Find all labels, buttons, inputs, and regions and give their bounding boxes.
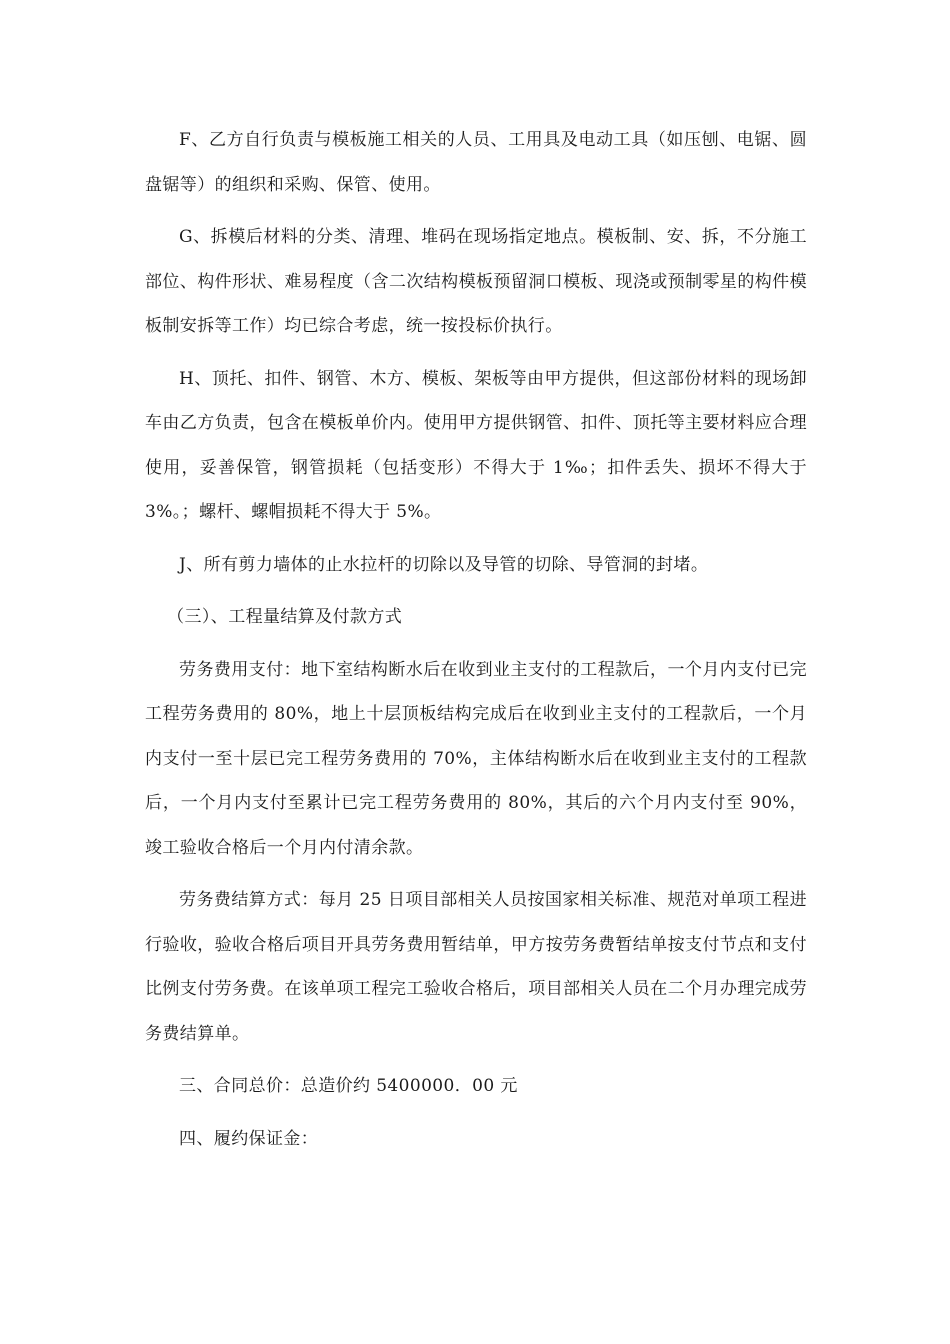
section-three-heading: （三）、工程量结算及付款方式 [167, 607, 403, 627]
contract-total-price-heading: 三、合同总价：总造价约 5400000．00 元 [179, 1076, 518, 1096]
performance-bond-heading: 四、履约保证金： [179, 1128, 319, 1149]
clause-f-paragraph: F、乙方自行负责与模板施工相关的人员、工用具及电动工具（如压刨、电锯、圆盘锯等）的组织和采购、保管、使用。 [145, 130, 807, 195]
clause-h-paragraph: H、顶托、扣件、钢管、木方、模板、架板等由甲方提供，但这部份材料的现场卸车由乙方负责，包含在模板单价内。使用甲方提供钢管、扣件、顶托等主要材料应合理使用，妥善保管，钢管损耗（包括变形）不得大于 1‰；扣件丢失、损坏不得大于 3%。；螺杆、螺帽损耗不得大于 5%。 [145, 368, 807, 522]
clause-g-paragraph: G、拆模后材料的分类、清理、堆码在现场指定地点。模板制、安、拆，不分施工部位、构件形状、难易程度（含二次结构模板预留洞口模板、现浇或预制零星的构件模板制安拆等工作）均已综合考虑，统一按投标价执行。 [145, 227, 807, 336]
document-page [145, 118, 807, 1169]
labor-settlement-paragraph: 劳务费结算方式：每月 25 日项目部相关人员按国家相关标准、规范对单项工程进行验收，验收合格后项目开具劳务费用暂结单，甲方按劳务费暂结单按支付节点和支付比例支付劳务费。在该单项工程完工验收合格后，项目部相关人员在二个月办理完成劳务费结算单。 [145, 890, 807, 1044]
clause-j-paragraph: J、所有剪力墙体的止水拉杆的切除以及导管的切除、导管洞的封堵。 [179, 554, 709, 575]
labor-payment-paragraph: 劳务费用支付：地下室结构断水后在收到业主支付的工程款后，一个月内支付已完工程劳务费用的 80%，地上十层顶板结构完成后在收到业主支付的工程款后，一个月内支付一至十层已完工程劳务费用的 70%，主体结构断水后在收到业主支付的工程款后，一个月内支付至累计已完工程劳务费用的 80%，其后的六个月内支付至 90%，竣工验收合格后一个月内付清余款。 [145, 659, 807, 858]
